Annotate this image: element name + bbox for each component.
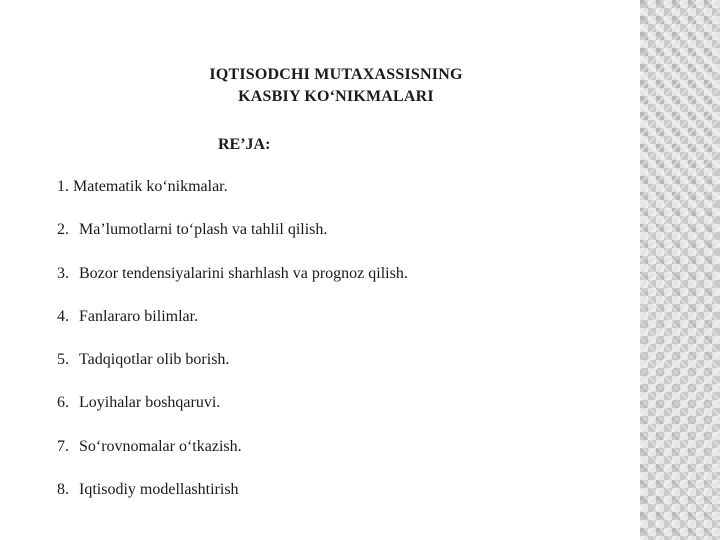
item-text: Tadqiqotlar olib borish. <box>79 351 230 369</box>
item-text: Iqtisodiy modellashtirish <box>79 481 239 499</box>
item-number: 8. <box>57 481 69 499</box>
item-text: Ma’lumotlarni to‘plash va tahlil qilish. <box>79 221 328 239</box>
item-text: Loyihalar boshqaruvi. <box>79 394 221 412</box>
item-number: 1. <box>57 178 69 195</box>
item-number: 2. <box>57 221 69 239</box>
list-item <box>57 480 408 523</box>
list-item <box>57 220 408 263</box>
decorative-side-panel <box>640 0 720 540</box>
title-line-2: KASBIY KO‘NIKMALARI <box>238 88 434 105</box>
list-item <box>57 264 408 307</box>
item-number: 4. <box>57 307 69 325</box>
item-text: Bozor tendensiyalarini sharhlash va prognoz qilish. <box>79 264 408 282</box>
item-number: 5. <box>57 351 69 369</box>
item-number: 6. <box>57 394 69 412</box>
item-text: So‘rovnomalar o‘tkazish. <box>79 437 242 455</box>
list-item <box>57 350 408 393</box>
item-number: 3. <box>57 264 69 282</box>
plan-list <box>57 177 408 523</box>
item-text: Matematik ko‘nikmalar. <box>73 178 228 195</box>
slide-title <box>0 64 672 108</box>
item-number: 7. <box>57 437 69 455</box>
list-item <box>57 177 408 220</box>
list-item <box>57 437 408 480</box>
title-line-1: IQTISODCHI MUTAXASSISNING <box>209 66 463 83</box>
item-text: Fanlararo bilimlar. <box>79 307 199 325</box>
list-item <box>57 393 408 436</box>
list-item <box>57 307 408 350</box>
plan-heading: RE’JA: <box>218 136 271 153</box>
